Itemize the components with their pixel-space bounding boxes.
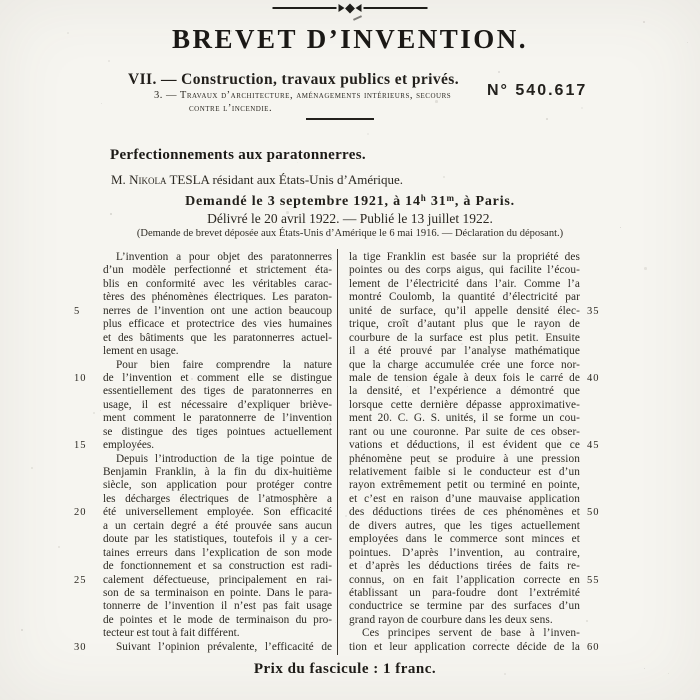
ornament-arrow-right	[356, 4, 362, 12]
header-divider	[306, 118, 374, 120]
text-line	[103, 466, 332, 479]
text-line	[349, 412, 580, 425]
line-number: 60	[587, 641, 600, 653]
filing-date-line	[0, 194, 700, 210]
patent-title: BREVET D’INVENTION.	[171, 24, 529, 54]
text-line	[349, 304, 600, 318]
line-text: tion et leur application correcte décide de la	[349, 640, 580, 653]
line-text: vations et déductions, il est évident que ce	[349, 439, 580, 452]
text-line	[349, 385, 580, 398]
text-line	[103, 587, 332, 600]
text-line	[349, 264, 580, 277]
line-number: 40	[587, 372, 600, 384]
line-text: lorsque cette dernière dépasse approximative-	[349, 398, 580, 411]
text-line	[349, 291, 580, 304]
line-text: employées dans le commerce sont minces et	[349, 533, 580, 546]
classification-section: VII. — Construction, travaux publics et privés.	[128, 71, 459, 88]
line-text: doute par les statistiques, toutefois il y a cer-	[103, 533, 332, 546]
scan-speckle	[384, 189, 385, 190]
line-text: essentiellement des tiges de paratonnerres en	[103, 385, 332, 398]
line-text: employées.	[103, 439, 155, 452]
text-line	[349, 345, 580, 358]
text-line	[74, 640, 332, 654]
line-text: de pointes et le mode de terminaison du pro-	[103, 613, 332, 626]
line-text: lement en usage.	[103, 345, 179, 358]
text-line	[349, 493, 580, 506]
scan-speckle	[332, 260, 333, 261]
text-line	[74, 371, 332, 385]
line-text: et des bâtiments que les paratonnerres actuel-	[103, 331, 332, 344]
line-number: 5	[74, 305, 81, 317]
text-line	[103, 332, 332, 345]
line-text: connus, on en fait l’application correcte en	[349, 573, 580, 586]
text-line	[349, 520, 580, 533]
scan-speckle	[586, 620, 588, 622]
text-line	[103, 533, 332, 546]
scan-speckle	[498, 71, 500, 73]
scan-speckle	[58, 546, 60, 548]
diamond-icon	[345, 3, 355, 13]
text-line	[103, 426, 332, 439]
line-text: les décharges électriques de l’atmosphère a	[103, 492, 332, 505]
text-line	[103, 251, 332, 264]
line-text: pointes ou des corps aigus, qui facilite l’écou-	[349, 264, 580, 277]
text-line	[349, 466, 580, 479]
text-line	[349, 251, 580, 264]
line-text: la tige Franklin est basée sur la propriété des	[349, 251, 580, 263]
line-text: il a été prouvé par l’analyse mathématique	[349, 345, 580, 358]
line-text: été universellement employée. Son efficacité	[103, 506, 332, 519]
line-text: a un certain degré a été prouvée sans aucun	[103, 519, 332, 532]
text-line	[103, 479, 332, 492]
line-text: Suivant l’opinion prévalente, l’efficacité de	[116, 640, 332, 653]
text-line	[349, 359, 580, 372]
ornament-line-right	[364, 7, 428, 9]
scan-speckle	[643, 21, 645, 23]
text-line	[349, 587, 580, 600]
text-line	[349, 399, 580, 412]
text-line	[103, 493, 332, 506]
line-text: montré Coulomb, la quantité d’électricité par	[349, 291, 580, 304]
line-text: et d’après les déductions tirées de faits re-	[349, 560, 580, 573]
line-number: 35	[587, 305, 600, 317]
line-number: 25	[74, 574, 87, 586]
scan-speckle	[93, 412, 95, 414]
line-text: tonnerre de l’invention il n’est pas fait usage	[103, 600, 332, 613]
line-number: 15	[74, 440, 87, 452]
scan-speckle	[367, 133, 369, 135]
line-text: courbure de la surface est plus petit. Ensuite	[349, 331, 580, 344]
text-line	[103, 291, 332, 304]
text-line	[103, 627, 332, 640]
line-text: Benjamin Franklin, à la fin du dix-huitième	[103, 466, 332, 478]
line-text: rayon extrêmement petit ou terminé en pointe,	[349, 479, 580, 492]
text-line	[349, 560, 580, 573]
column-divider	[337, 249, 338, 655]
text-line	[349, 533, 580, 546]
text-line	[349, 371, 600, 385]
line-number: 30	[74, 641, 87, 653]
line-text: calement défectueuse, principalement en rai-	[103, 573, 332, 586]
text-segment: m	[446, 193, 455, 203]
text-line	[349, 614, 580, 627]
line-text: Pour bien faire comprendre la nature	[116, 358, 332, 371]
line-text: plus efficace et protectrice des vies humaines	[103, 318, 332, 331]
text-segment: M.	[111, 172, 130, 187]
text-line	[103, 264, 332, 277]
text-line	[103, 453, 332, 466]
text-line	[349, 547, 580, 560]
line-text: que la charge accumulée crée une force nor-	[349, 358, 580, 371]
scan-speckle	[443, 176, 445, 178]
scan-speckle	[581, 107, 583, 109]
line-text: lement de l’électricité dans l’air. Comme l’a	[349, 277, 580, 290]
text-line	[103, 318, 332, 331]
line-text: usage, il est nécessaire d’expliquer briève-	[103, 398, 332, 411]
line-number: 45	[587, 440, 600, 452]
line-text: se distingue des tiges pointues actuellement	[103, 425, 332, 438]
line-text: male de tension égale à deux fois le carré de	[349, 371, 580, 384]
text-line	[349, 627, 580, 640]
scan-speckle	[546, 118, 548, 120]
text-line	[349, 600, 580, 613]
text-line	[349, 453, 580, 466]
line-text: unité de surface, qu’il appelle densité élec-	[349, 304, 580, 317]
text-line	[349, 506, 600, 519]
classification-subsection-cont: contre l’incendie.	[189, 103, 273, 114]
ornament-line-left	[273, 7, 337, 9]
line-text: blis en conformité avec les véritables carac-	[103, 277, 332, 290]
text-line	[349, 573, 600, 587]
line-text: conductrice se termine par des surfaces d’un	[349, 600, 580, 613]
line-text: Ces principes servent de base à l’inven-	[362, 627, 580, 640]
line-text: relativement faible si le conducteur est d’un	[349, 466, 580, 478]
line-text: de fonctionnement et sa construction est radi-	[103, 560, 332, 573]
text-line	[103, 412, 332, 425]
line-number: 55	[587, 574, 600, 586]
line-text: la densité, et l’expérience a démontré que	[349, 385, 580, 398]
line-text: rant ou une couronne. Par suite de ces obser-	[349, 425, 580, 438]
text-line	[103, 345, 332, 358]
line-text: nerres de l’invention ont une action beaucoup	[103, 304, 332, 317]
line-number: 20	[74, 507, 87, 519]
scan-speckle	[31, 467, 33, 469]
line-text: établissant un para-foudre dont l’extrémité	[349, 586, 580, 599]
scan-speckle	[345, 515, 347, 517]
line-text: pointues. D’après l’invention, au contraire,	[349, 546, 580, 559]
line-text: de divers autres, que les tiges actuellement	[349, 519, 580, 532]
scan-speckle	[335, 622, 336, 623]
line-text: grand rayon de courbure dans les deux sens.	[349, 613, 553, 626]
text-line	[103, 399, 332, 412]
patent-number: N° 540.617	[487, 82, 588, 99]
scan-speckle	[644, 267, 647, 270]
line-number: 10	[74, 372, 87, 384]
left-column	[74, 251, 332, 654]
classification-subsection: 3. — Travaux d’architecture, aménagements intérieurs, secours	[154, 90, 452, 101]
text-segment: TESLA résidant aux États-Unis d’Amérique.	[166, 172, 404, 187]
right-column	[349, 251, 600, 654]
text-segment: Demandé le 3 septembre 1921, à 14	[185, 194, 421, 209]
line-text: des déductions tirées de ces phénomènes et	[349, 506, 580, 519]
text-line	[74, 506, 332, 519]
filing-note: (Demande de brevet déposée aux États-Unis d’Amérique le 6 mai 1916. — Déclaration du déposant.)	[136, 228, 564, 239]
line-text: et c’est en raison d’une mauvaise application	[349, 492, 580, 505]
grant-publication-line: Délivré le 20 avril 1922. — Publié le 13 juillet 1922.	[207, 211, 493, 226]
scan-speckle	[101, 103, 102, 104]
line-text: L’invention a pour objet des paratonnerres	[116, 251, 332, 263]
text-line	[103, 600, 332, 613]
line-text: ment comment le paratonnerre de l’invention	[103, 412, 332, 425]
text-line	[74, 304, 332, 318]
line-text: ment 20. C. G. S. unités, il se forme un cou-	[349, 412, 580, 425]
text-line	[103, 278, 332, 291]
ornament-tail-mark	[353, 15, 362, 21]
text-line	[103, 359, 332, 372]
line-text: taines erreurs dans l’explication de son mode	[103, 546, 332, 559]
scan-speckle	[108, 60, 110, 62]
line-text: son de sa terminaison en pointe. Dans le para-	[103, 586, 332, 599]
text-segment: h	[420, 193, 427, 203]
line-text: d’un modèle perfectionné et strictement éta-	[103, 264, 332, 277]
text-line	[349, 479, 580, 492]
text-line	[349, 640, 600, 654]
text-line	[349, 318, 580, 331]
top-ornament	[273, 4, 428, 12]
text-line	[349, 278, 580, 291]
line-text: trique, croît d’autant plus que le rayon de	[349, 318, 580, 331]
text-line	[74, 573, 332, 587]
text-line	[103, 560, 332, 573]
text-segment: 31	[426, 194, 447, 209]
scan-speckle	[21, 629, 23, 631]
text-line	[349, 332, 580, 345]
text-line	[349, 439, 600, 452]
inventor-line	[111, 172, 403, 188]
text-segment: Nikola	[129, 172, 167, 187]
text-segment: , à Paris.	[454, 194, 515, 209]
line-text: tères des phénomènes électriques. Les paraton-	[103, 291, 332, 304]
text-line	[103, 520, 332, 533]
scan-speckle	[100, 410, 101, 411]
line-number: 50	[587, 507, 600, 519]
text-line	[74, 439, 332, 452]
line-text: tecteur est tout à fait différent.	[103, 627, 240, 640]
price-footer: Prix du fascicule : 1 franc.	[253, 661, 437, 677]
text-line	[103, 547, 332, 560]
text-line	[349, 426, 580, 439]
line-text: phénomène peut se produire à une pression	[349, 452, 580, 465]
line-text: de l’invention et comment elle se distingue	[103, 371, 332, 384]
text-line	[103, 614, 332, 627]
line-text: Depuis l’introduction de la tige pointue de	[116, 452, 332, 465]
invention-title: Perfectionnements aux paratonnerres.	[110, 147, 366, 163]
text-line	[103, 385, 332, 398]
line-text: siècle, son application pour protéger contre	[103, 479, 332, 492]
